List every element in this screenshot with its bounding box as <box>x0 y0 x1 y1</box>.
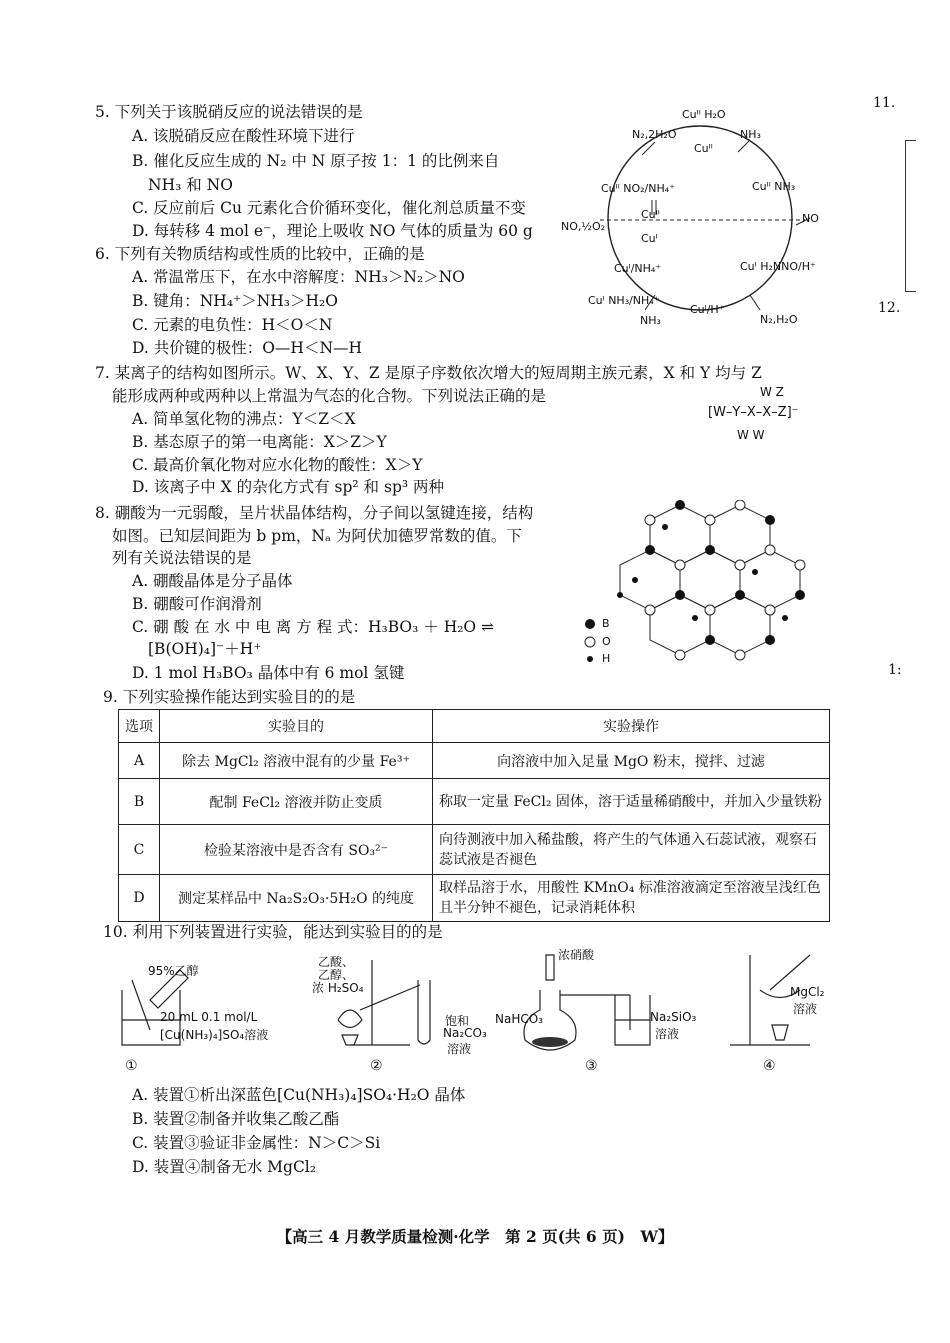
q8-option-c: C. 硼 酸 在 水 中 电 离 方 程 式：H₃BO₃ ＋ H₂O ⇌ <box>132 618 495 636</box>
q5-option-a: A. 该脱硝反应在酸性环境下进行 <box>132 127 355 145</box>
lattice-legend-symbols <box>582 617 602 667</box>
cycle-right-upper: Cuᴵᴵ NH₃ <box>752 180 796 193</box>
q8-option-a: A. 硼酸晶体是分子晶体 <box>132 572 293 590</box>
q10-option-b: B. 装置②制备并收集乙酸乙酯 <box>132 1110 340 1128</box>
q7-option-d: D. 该离子中 X 的杂化方式有 sp² 和 sp³ 两种 <box>132 478 445 496</box>
q6-option-c: C. 元素的电负性：H＜O＜N <box>132 316 333 334</box>
row-option: C <box>119 825 160 875</box>
cycle-n2h2o-bottom: N₂,H₂O <box>760 313 798 326</box>
table-header-row <box>119 710 830 743</box>
table-row <box>119 825 830 875</box>
app3-nahco3-label: NaHCO₃ <box>495 1012 543 1026</box>
cycle-left-mid: NO,½O₂ <box>561 220 606 233</box>
q9-stem: 9. 下列实验操作能达到实验目的的是 <box>103 688 356 706</box>
q5-option-d: D. 每转移 4 mol e⁻，理论上吸收 NO 气体的质量为 60 g <box>132 222 533 240</box>
row-operation: 取样品溶于水，用酸性 KMnO₄ 标准溶液滴定至溶液呈浅红色且半分钟不褪色，记录消耗体积 <box>433 875 830 922</box>
table-row <box>119 743 830 779</box>
app1-ethanol-label: 95%乙醇 <box>148 964 199 978</box>
side-frame-fragment <box>905 140 916 292</box>
app4-label-1: MgCl₂ <box>790 985 825 999</box>
cycle-center-cu2: Cuᴵᴵ <box>641 208 660 221</box>
q7-stem-line1: 7. 某离子的结构如图所示。W、X、Y、Z 是原子序数依次增大的短周期主族元素，X 和 Y 均与 Z <box>95 364 762 382</box>
q5-option-b: B. 催化反应生成的 N₂ 中 N 原子按 1：1 的比例来自 <box>132 152 500 170</box>
app4-number: ④ <box>763 1058 776 1074</box>
app4-label-2: 溶液 <box>793 1002 818 1016</box>
app2-label-2: 乙醇、 <box>318 968 355 982</box>
app3-acid-label: 浓硝酸 <box>558 948 595 962</box>
cycle-cu-center-top: Cuᴵᴵ <box>694 142 713 155</box>
q8-option-b: B. 硼酸可作润滑剂 <box>132 595 262 613</box>
side-q11-number: 11. <box>873 95 896 111</box>
q7-option-b: B. 基态原子的第一电离能：X＞Z＞Y <box>132 433 387 451</box>
q5-option-b-cont: NH₃ 和 NO <box>148 176 233 194</box>
ion-structure-main: [W–Y–X–X–Z]⁻ <box>708 405 799 420</box>
experiment-table <box>118 709 830 922</box>
table-row <box>119 779 830 825</box>
q8-option-d: D. 1 mol H₃BO₃ 晶体中有 6 mol 氢键 <box>132 664 405 682</box>
q10-option-c: C. 装置③验证非金属性：N＞C＞Si <box>132 1134 381 1152</box>
app1-number: ① <box>125 1058 138 1074</box>
q5-option-c: C. 反应前后 Cu 元素化合价循环变化，催化剂总质量不变 <box>132 199 526 217</box>
header-operation: 实验操作 <box>433 710 830 743</box>
q5-stem: 5. 下列关于该脱硝反应的说法错误的是 <box>95 103 363 121</box>
row-operation: 向溶液中加入足量 MgO 粉末，搅拌、过滤 <box>433 743 830 779</box>
q8-stem-line1: 8. 硼酸为一元弱酸，呈片状晶体结构，分子间以氢键连接，结构 <box>95 504 534 522</box>
app1-solution-line2: [Cu(NH₃)₄]SO₄溶液 <box>160 1028 269 1042</box>
cycle-center-cu1: Cuᴵ <box>641 232 658 245</box>
q6-stem: 6. 下列有关物质结构或性质的比较中，正确的是 <box>95 245 425 263</box>
row-operation: 称取一定量 FeCl₂ 固体，溶于适量稀硝酸中，并加入少量铁粉 <box>433 779 830 825</box>
page-footer: 【高三 4 月教学质量检测·化学 第 2 页(共 6 页) W】 <box>276 1227 674 1246</box>
app3-number: ③ <box>585 1058 598 1074</box>
legend-oxygen-label: O <box>602 635 611 648</box>
q8-option-c-cont: [B(OH)₄]⁻＋H⁺ <box>148 640 262 658</box>
cycle-left-upper: Cuᴵᴵ NO₂/NH₄⁺ <box>601 182 675 195</box>
app2-label-1: 乙酸、 <box>318 955 355 969</box>
app2-right-3: 溶液 <box>447 1042 472 1056</box>
app2-label-3: 浓 H₂SO₄ <box>312 981 364 995</box>
app2-right-2: Na₂CO₃ <box>443 1026 487 1040</box>
q10-option-d: D. 装置④制备无水 MgCl₂ <box>132 1158 316 1176</box>
app2-right-1: 饱和 <box>445 1014 470 1028</box>
ion-structure-top: W Z <box>760 385 784 399</box>
cycle-nh3-bottom: NH₃ <box>640 314 661 327</box>
app2-number: ② <box>370 1058 383 1074</box>
row-goal: 检验某溶液中是否含有 SO₃²⁻ <box>160 825 433 875</box>
cycle-left-bottom: Cuᴵ NH₃/NH₄⁺ <box>588 294 660 307</box>
q10-option-a: A. 装置①析出深蓝色[Cu(NH₃)₄]SO₄·H₂O 晶体 <box>132 1086 466 1104</box>
row-goal: 测定某样品中 Na₂S₂O₃·5H₂O 的纯度 <box>160 875 433 922</box>
row-option: D <box>119 875 160 922</box>
app3-right-2: 溶液 <box>655 1027 680 1041</box>
q6-option-a: A. 常温常压下，在水中溶解度：NH₃＞N₂＞NO <box>132 268 465 286</box>
row-goal: 配制 FeCl₂ 溶液并防止变质 <box>160 779 433 825</box>
q8-stem-line2: 如图。已知层间距为 b pm，Nₐ 为阿伏加德罗常数的值。下 <box>112 527 522 545</box>
q6-option-d: D. 共价键的极性：O—H＜N—H <box>132 339 363 357</box>
side-q12-number: 12. <box>878 300 901 316</box>
cycle-right-lower: Cuᴵ H₂NNO/H⁺ <box>740 260 816 273</box>
q7-option-c: C. 最高价氧化物对应水化物的酸性：X＞Y <box>132 456 423 474</box>
header-option: 选项 <box>119 710 160 743</box>
q7-option-a: A. 简单氢化物的沸点：Y＜Z＜X <box>132 410 356 428</box>
cycle-right-mid: NO <box>802 212 819 225</box>
cycle-left-lower: Cuᴵ/NH₄⁺ <box>614 262 662 275</box>
q7-stem-line2: 能形成两种或两种以上常温为气态的化合物。下列说法正确的是 <box>112 387 547 405</box>
row-option: A <box>119 743 160 779</box>
table-row <box>119 875 830 922</box>
ion-structure-bottom: W W <box>737 428 765 442</box>
side-q13-number: 1: <box>888 662 902 678</box>
app3-right-1: Na₂SiO₃ <box>650 1010 697 1024</box>
legend-boron-label: B <box>602 617 610 630</box>
cycle-n2h2o-top: N₂,2H₂O <box>632 128 677 141</box>
header-goal: 实验目的 <box>160 710 433 743</box>
row-goal: 除去 MgCl₂ 溶液中混有的少量 Fe³⁺ <box>160 743 433 779</box>
row-operation: 向待测液中加入稀盐酸，将产生的气体通入石蕊试液，观察石蕊试液是否褪色 <box>433 825 830 875</box>
boric-acid-lattice <box>590 500 830 670</box>
cycle-nh3-top: NH₃ <box>740 128 761 141</box>
q6-option-b: B. 键角：NH₄⁺＞NH₃＞H₂O <box>132 292 338 310</box>
cycle-top-label: Cuᴵᴵ H₂O <box>682 108 726 121</box>
legend-hydrogen-label: H <box>602 652 611 665</box>
cycle-bottom: Cuᴵ/H⁺ <box>690 303 725 316</box>
row-option: B <box>119 779 160 825</box>
q8-stem-line3: 列有关说法错误的是 <box>112 549 252 567</box>
app1-solution-line1: 20 mL 0.1 mol/L <box>160 1010 258 1024</box>
q10-stem: 10. 利用下列装置进行实验，能达到实验目的的是 <box>103 923 443 941</box>
